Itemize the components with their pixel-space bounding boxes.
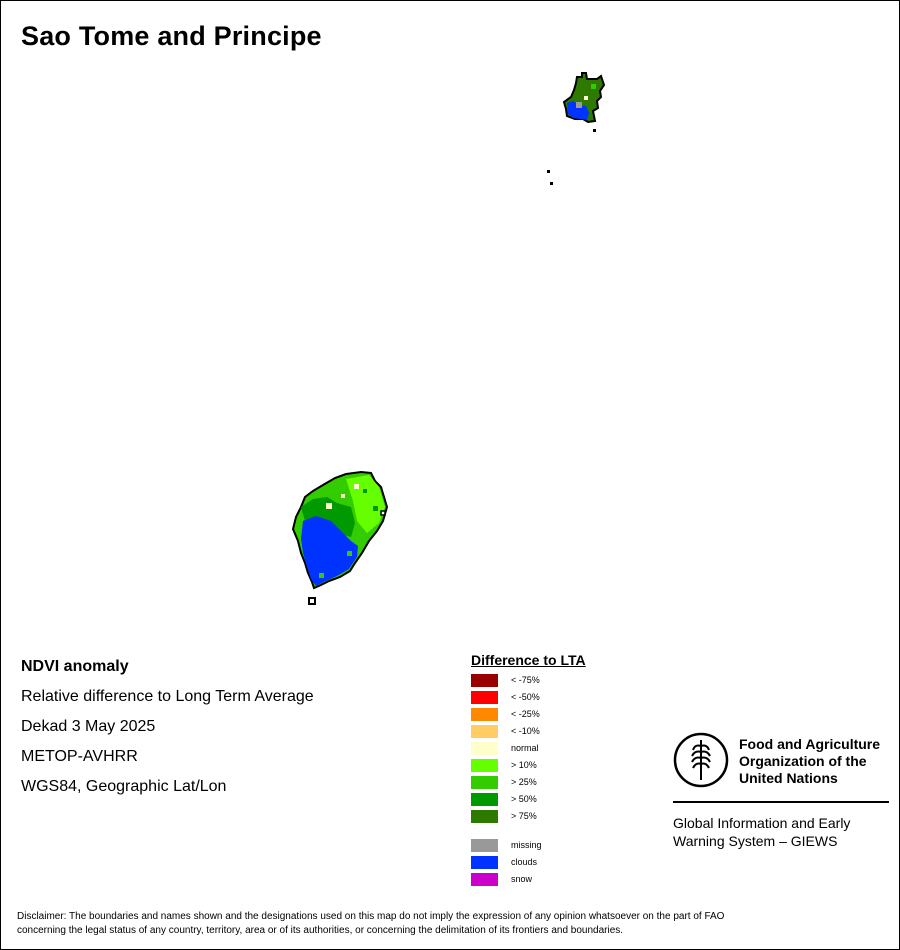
sao-tome-normal-pixel-3 — [341, 494, 345, 498]
legend-item — [471, 690, 586, 707]
info-line-1: Relative difference to Long Term Average — [21, 688, 314, 705]
sao-tome-normal-pixel-2 — [354, 484, 359, 489]
islet-1 — [547, 170, 550, 173]
legend-swatch — [471, 776, 498, 789]
info-heading: NDVI anomaly — [21, 658, 129, 675]
principe-green-pixel — [591, 84, 596, 89]
legend-swatch — [471, 674, 498, 687]
giews-line-1: Global Information and Early — [673, 815, 851, 831]
legend-item — [471, 809, 586, 826]
legend-title: Difference to LTA — [471, 652, 586, 668]
sao-tome-island — [293, 472, 387, 588]
islet-2 — [550, 182, 553, 185]
legend-swatch — [471, 691, 498, 704]
legend-swatch — [471, 793, 498, 806]
legend — [471, 652, 586, 889]
legend-item — [471, 775, 586, 792]
legend-label: > 10% — [511, 760, 537, 770]
legend-item — [471, 792, 586, 809]
map-canvas — [1, 1, 899, 641]
fao-divider — [673, 801, 889, 803]
legend-gap — [471, 826, 586, 838]
legend-item — [471, 758, 586, 775]
fao-name-line-3: United Nations — [739, 770, 838, 786]
legend-swatch — [471, 856, 498, 869]
legend-item — [471, 724, 586, 741]
legend-label: missing — [511, 840, 542, 850]
legend-label: > 50% — [511, 794, 537, 804]
info-line-4: WGS84, Geographic Lat/Lon — [21, 778, 227, 795]
legend-other — [471, 838, 586, 889]
map-info — [21, 656, 314, 806]
giews-name — [673, 814, 889, 850]
rolas-islet — [309, 598, 315, 604]
legend-label: < -75% — [511, 675, 540, 685]
legend-item — [471, 872, 586, 889]
legend-swatch — [471, 810, 498, 823]
fao-name — [739, 736, 889, 787]
legend-label: < -10% — [511, 726, 540, 736]
legend-item — [471, 707, 586, 724]
east-islet — [381, 511, 385, 515]
legend-swatch — [471, 873, 498, 886]
fao-name-line-1: Food and Agriculture — [739, 736, 881, 752]
legend-swatch — [471, 759, 498, 772]
legend-item — [471, 673, 586, 690]
legend-label: > 25% — [511, 777, 537, 787]
legend-swatch — [471, 742, 498, 755]
disclaimer — [17, 910, 887, 938]
legend-item — [471, 855, 586, 872]
legend-label: normal — [511, 743, 539, 753]
sao-tome-dark-pixel-2 — [363, 489, 367, 493]
sao-tome-dark-pixel-1 — [373, 506, 378, 511]
map-title: Sao Tome and Principe — [21, 21, 322, 51]
legend-classes — [471, 673, 586, 826]
principe-normal-pixel — [584, 96, 588, 100]
sao-tome-dark-pixel-3 — [347, 551, 352, 556]
giews-line-2: Warning System – GIEWS — [673, 833, 838, 849]
legend-label: < -25% — [511, 709, 540, 719]
islet-3 — [593, 129, 596, 132]
principe-island — [564, 73, 604, 122]
legend-label: clouds — [511, 857, 538, 867]
legend-swatch — [471, 725, 498, 738]
legend-swatch — [471, 708, 498, 721]
disclaimer-line-2: concerning the legal status of any country, territory, area or of its authorities, or concerning the delimitation of its frontiers and boundaries. — [17, 925, 624, 936]
legend-item — [471, 741, 586, 758]
info-line-2: Dekad 3 May 2025 — [21, 718, 156, 735]
sao-tome-normal-pixel-1 — [326, 503, 332, 509]
fao-name-line-2: Organization of the — [739, 753, 867, 769]
legend-label: < -50% — [511, 692, 540, 702]
info-line-3: METOP-AVHRR — [21, 748, 138, 765]
legend-item — [471, 838, 586, 855]
fao-logo-icon — [673, 732, 729, 788]
legend-swatch — [471, 839, 498, 852]
disclaimer-line-1: Disclaimer: The boundaries and names shown and the designations used on this map do not imply the expression of any opinion whatsoever on the part of FAO — [17, 911, 725, 922]
legend-label: > 75% — [511, 811, 537, 821]
legend-label: snow — [511, 874, 533, 884]
principe-missing-pixel — [576, 102, 582, 108]
sao-tome-dark-pixel-4 — [319, 573, 324, 578]
